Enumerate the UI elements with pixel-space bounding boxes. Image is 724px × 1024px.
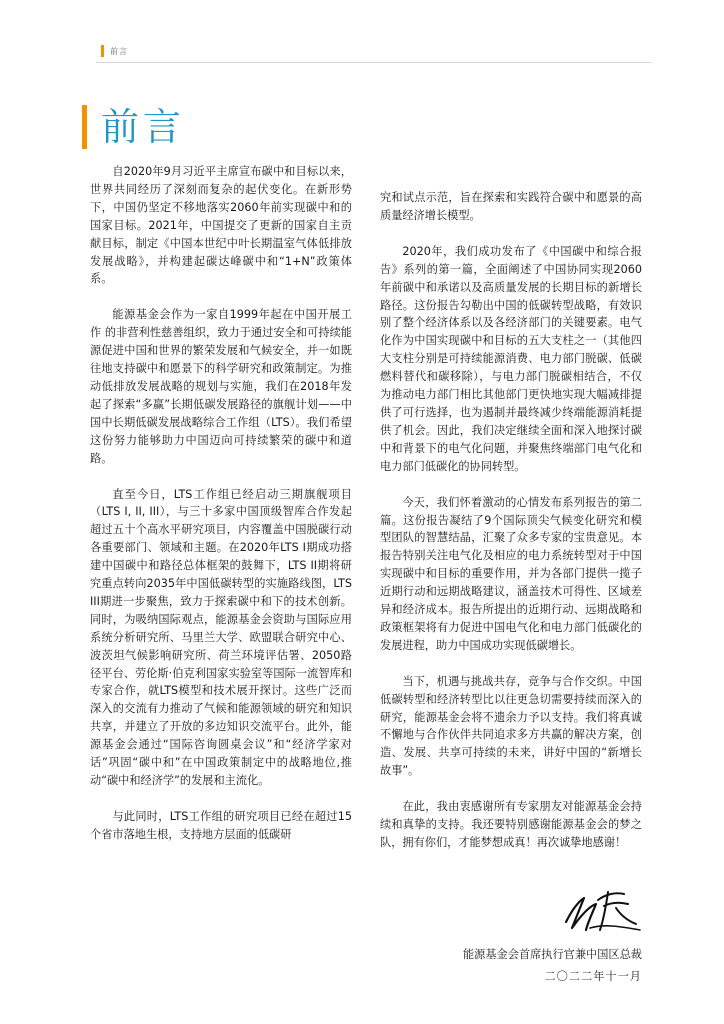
paragraph: 究和试点示范，旨在探索和实践符合碳中和愿景的高质量经济增长模型。 [380,191,642,222]
running-header [101,44,128,58]
signatory-title: 能源基金会首席执行官兼中国区总裁 [462,948,642,961]
left-column [90,163,352,862]
signature-date: 二〇二二年十一月 [544,970,642,983]
title-accent-bar [82,105,87,149]
paragraph: 2020年，我们成功发布了《中国碳中和综合报告》系列的第一篇，全面阐述了中国协同实现2060年前碳中和承诺以及高质量发展的长期目标的新增长路径。这份报告勾勒出中国的低碳转型战略，有效识别了整个经济体系以及各经济部门的关键要素。电气化作为中国实现碳中和目标的五大支柱之一（其他四大支柱分别是可持续能源消费、电力部门脱碳、低碳燃料替代和碳移除），与电力部门脱碳相结合，不仅为推动电力部门相比其他部门更快地实现大幅减排提供了可行选择，也为遏制并最终减少终端能源消耗提供了机会。因此，我们决定继续全面和深入地探讨碳中和背景下的电气化问题，并聚焦终端部门电气化和电力部门低碳化的协同转型。 [380,244,642,473]
header-divider [96,62,652,63]
header-accent-bar [101,45,104,57]
paragraph: 与此同时，LTS工作组的研究项目已经在超过15个省市落地生根，支持地方层面的低碳研 [90,809,352,841]
paragraph: 在此，我由衷感谢所有专家朋友对能源基金会持续和真挚的支持。我还要特别感谢能源基金会的梦之队，拥有你们，才能梦想成真！再次诚挚地感谢！ [380,800,642,849]
right-column [380,189,642,870]
paragraph: 今天，我们怀着激动的心情发布系列报告的第二篇。这份报告凝结了9个国际顶尖气候变化研究和模型团队的智慧结晶，汇聚了众多专家的宝贵意见。本报告特别关注电气化及相应的电力系统转型对于中国实现碳中和目标的重要作用，并为各部门提供一揽子近期行动和远期战略建议，涵盖技术可得性、区域差异和经济成本。报告所提出的近期行动、远期战略和政策框架将有力促进中国电气化和电力部门低碳化的发展进程，助力中国成功实现低碳增长。 [380,495,642,652]
header-section-label: 前言 [110,46,128,56]
body-columns [90,163,642,883]
paragraph: 能源基金会作为一家自1999年起在中国开展工作 的非营利性慈善组织，致力于通过安全和可持续能源促进中国和世界的繁荣发展和气候安全，并一如既往地支持碳中和愿景下的科学研究和政策制定。为推动低排放发展战略的规划与实施，我们在2018年发起了探索“多赢”长期低碳发展路径的旗舰计划——中国中长期低碳发展战略综合工作组（LTS）。我们希望这份努力能够助力中国迈向可持续繁荣的碳中和道路。 [90,308,352,465]
handwritten-signature [560,884,644,936]
paragraph: 当下，机遇与挑战共存，竞争与合作交织。中国低碳转型和经济转型比以往更急切需要持续而深入的研究，能源基金会将不遗余力予以支持。我们将真诚不懈地与合作伙伴共同追求多方共赢的解决方案，创造、发展、共享可持续的未来，讲好中国的“新增长故事”。 [380,674,642,778]
title-block [82,104,185,150]
page-title: 前言 [101,105,186,149]
paragraph: 自2020年9月习近平主席宣布碳中和目标以来，世界共同经历了深刻而复杂的起伏变化。在新形势下，中国仍坚定不移地落实2060年前实现碳中和的国家目标。2021年，中国提交了更新的国家自主贡献目标，制定《中国本世纪中叶长期温室气体低排放发展战略》，并构建起碳达峰碳中和“1+N”政策体系。 [90,165,352,286]
paragraph: 直至今日，LTS工作组已经启动三期旗舰项目（LTS I, II, III），与三十多家中国顶级智库合作发起超过五十个高水平研究项目，内容覆盖中国脱碳行动各重要部门、领域和主题。在2020年LTS I期成功搭建中国碳中和路径总体框架的鼓舞下，LTS II期将研究重点转向2035年中国低碳转型的实施路线图，LTS III期进一步聚焦，致力于探索碳中和下的技术创新。同时，为吸纳国际观点，能源基金会资助与国际应用系统分析研究所、马里兰大学、欧盟联合研究中心、波茨坦气候影响研究所、荷兰环境评估署、2050路径平台、劳伦斯·伯克利国家实验室等国际一流智库和专家合作，就LTS模型和技术展开探讨。这些广泛而深入的交流有力推动了气候和能源领域的研究和知识共享，并建立了开放的多边知识交流平台。此外，能源基金会通过“国际咨询圆桌会议”和“经济学家对话”巩固“碳中和”在中国政策制定中的战略地位,推动“碳中和经济学”的发展和主流化。 [90,487,352,787]
